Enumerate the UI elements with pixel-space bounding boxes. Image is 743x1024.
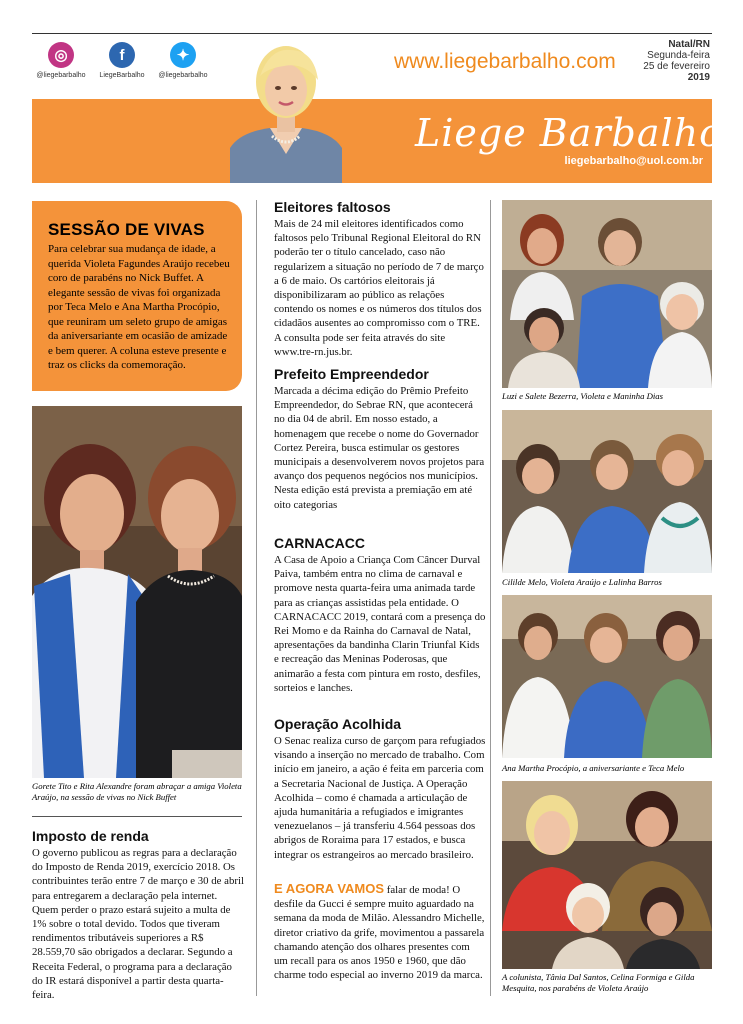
facebook-handle: LiegeBarbalho (99, 72, 145, 79)
article-eleitores-faltosos-text: Mais de 24 mil eleitores identificados como faltosos pelo Tribunal Regional Eleitoral do RN poderão ter o título cancelado, caso não regularizem a situação no período de 7 de março a 6 de maio. Os cartórios eleitorais já disponibilizaram ao público as relações contendo os nomes e os números dos títulos dos cidadãos ausentes ao compromisso com o TRE. A consulta pode ser feita através do site www.tre-rn.jus.br. (274, 218, 484, 358)
photo-2-caption: Cililde Melo, Violeta Araújo e Lalinha Barros (502, 577, 662, 587)
sessao-de-vivas-box (32, 201, 242, 391)
photo-3-caption: Ana Martha Procópio, a aniversariante e Teca Melo (502, 763, 685, 773)
social-twitter[interactable] (148, 42, 218, 79)
masthead-title: Liege Barbalho (415, 111, 723, 155)
photo-cililde-violeta (502, 410, 712, 573)
dateline-city: Natal/RN (668, 39, 710, 50)
photo-luzi-salete (502, 200, 712, 388)
twitter-handle: @liegebarbalho (158, 72, 208, 79)
article-moda (274, 882, 486, 982)
columnist-portrait (230, 36, 342, 183)
photo-main-caption: Gorete Tito e Rita Alexandre foram abraçar a amiga Violeta Araújo, na sessão de vivas no Nick Buffet (32, 781, 242, 802)
photo-colunista-tania (502, 781, 712, 969)
twitter-icon[interactable]: ✦ (170, 42, 196, 68)
site-url[interactable]: www.liegebarbalho.com (394, 50, 616, 73)
article-prefeito-empreendedor (274, 366, 486, 512)
column-divider-right (490, 200, 491, 996)
instagram-icon[interactable]: ◎ (48, 42, 74, 68)
article-moda-body: falar de moda! O desfile da Gucci é sempre muito aguardado na semana da moda de Milão. Alessandro Michelle, diretor criativo da grife, movimentou a passarela chamando atenção dos olhares presentes com um recall para os anos 1950 e 1960, que dão charme todo especial ao inverno 2019 da marca. (274, 884, 485, 982)
article-operacao-acolhida-text: O Senac realiza curso de garçom para refugiados visando a inserção no mercado de trabalho. Com início em janeiro, a ação é feita em parceria com a Secretaria Nacional de Justiça. A Operação Acolhida – como é chamada a articulação de ajuda humanitária a refugiados e imigrantes venezuelanos – já transferiu 4.564 pessoas dos abrigos de Roraima para 17 estados, e busca integrar os estrangeiros ao mercado brasileiro. (274, 735, 486, 861)
sessao-de-vivas-title: SESSÃO DE VIVAS (48, 220, 205, 239)
article-moda-lead: E AGORA VAMOS (274, 881, 385, 896)
column1-divider (32, 816, 242, 817)
article-imposto-de-renda-title: Imposto de renda (32, 828, 149, 844)
dateline-date: 25 de fevereiro (643, 61, 710, 72)
article-carnacacc-title: CARNACACC (274, 535, 365, 551)
sessao-de-vivas-text: Para celebrar sua mudança de idade, a querida Violeta Fagundes Araújo recebeu coro de parabéns no Nick Buffet. A elegante sessão de vivas foi organizada por Teca Melo e Ana Martha Procópio, que reuniram um seleto grupo de amigas da aniversariante em ocasião de amizade e bem querer. A coluna esteve presente e traz os clicks da comemoração. (48, 243, 230, 371)
dateline (643, 39, 710, 83)
article-imposto-de-renda (32, 828, 244, 1002)
article-imposto-de-renda-text: O governo publicou as regras para a declaração do Imposto de Renda 2019, exercício 2018. Os contribuintes terão entre 7 de março e 30 de abril para entregarem a declaração pela internet. Quem perder o prazo estará sujeito a multa de 1% sobre o total devido. Todos que tiveram rendimentos tributáveis superiores a R$ 28.559,70 são obrigados a declarar. Segundo a Receita Federal, o programa para a declaração do IR estará disponível a partir desta quarta-feira. (32, 847, 244, 1002)
photo-ana-martha-teca (502, 595, 712, 758)
contact-email[interactable]: liegebarbalho@uol.com.br (564, 155, 703, 167)
instagram-handle: @liegebarbalho (36, 72, 86, 79)
social-instagram[interactable] (26, 42, 96, 79)
column-divider-left (256, 200, 257, 996)
header-rule (32, 33, 712, 34)
social-facebook[interactable] (87, 42, 157, 79)
article-prefeito-empreendedor-text: Marcada a décima edição do Prêmio Prefeito Empreendedor, do Sebrae RN, que acontecerá no dia 04 de abril. Em nosso estado, a homenagem que recebe o nome do Governador Cortez Pereira, busca estimular os gestores municipais a desenvolverem novos projetos para avanço dos pequenos negócios nos municípios. Nesta edição está prevista a premiação em até oito categorias (274, 385, 485, 511)
article-carnacacc (274, 535, 486, 695)
article-operacao-acolhida-title: Operação Acolhida (274, 716, 402, 732)
article-prefeito-empreendedor-title: Prefeito Empreendedor (274, 366, 429, 382)
dateline-weekday: Segunda-feira (647, 50, 710, 61)
article-eleitores-faltosos-title: Eleitores faltosos (274, 199, 391, 215)
article-eleitores-faltosos (274, 199, 486, 359)
facebook-icon[interactable]: f (109, 42, 135, 68)
article-carnacacc-text: A Casa de Apoio a Criança Com Câncer Durval Paiva, também entra no clima de carnaval e promove nesta quarta-feira uma animada tarde para as crianças assistidas pela entidade. O CARNACACC 2019, contará com a presença do Rei Momo e da Rainha do Carnaval de Natal, apresentações da bandinha Clarin Triunfal Kids e recreação das Meninas Poderosas, que animarão a festa com pintura em rosto, desfiles, sorteios e lanches. (274, 554, 486, 694)
article-operacao-acolhida (274, 716, 486, 862)
photo-4-caption: A colunista, Tânia Dal Santos, Celina Formiga e Gilda Mesquita, nos parabéns de Violeta Araújo (502, 972, 695, 993)
dateline-year: 2019 (687, 72, 710, 83)
photo-1-caption: Luzi e Salete Bezerra, Violeta e Maninha Dias (502, 391, 664, 401)
article-moda-text (274, 882, 486, 982)
photo-gorete-rita (32, 406, 242, 778)
